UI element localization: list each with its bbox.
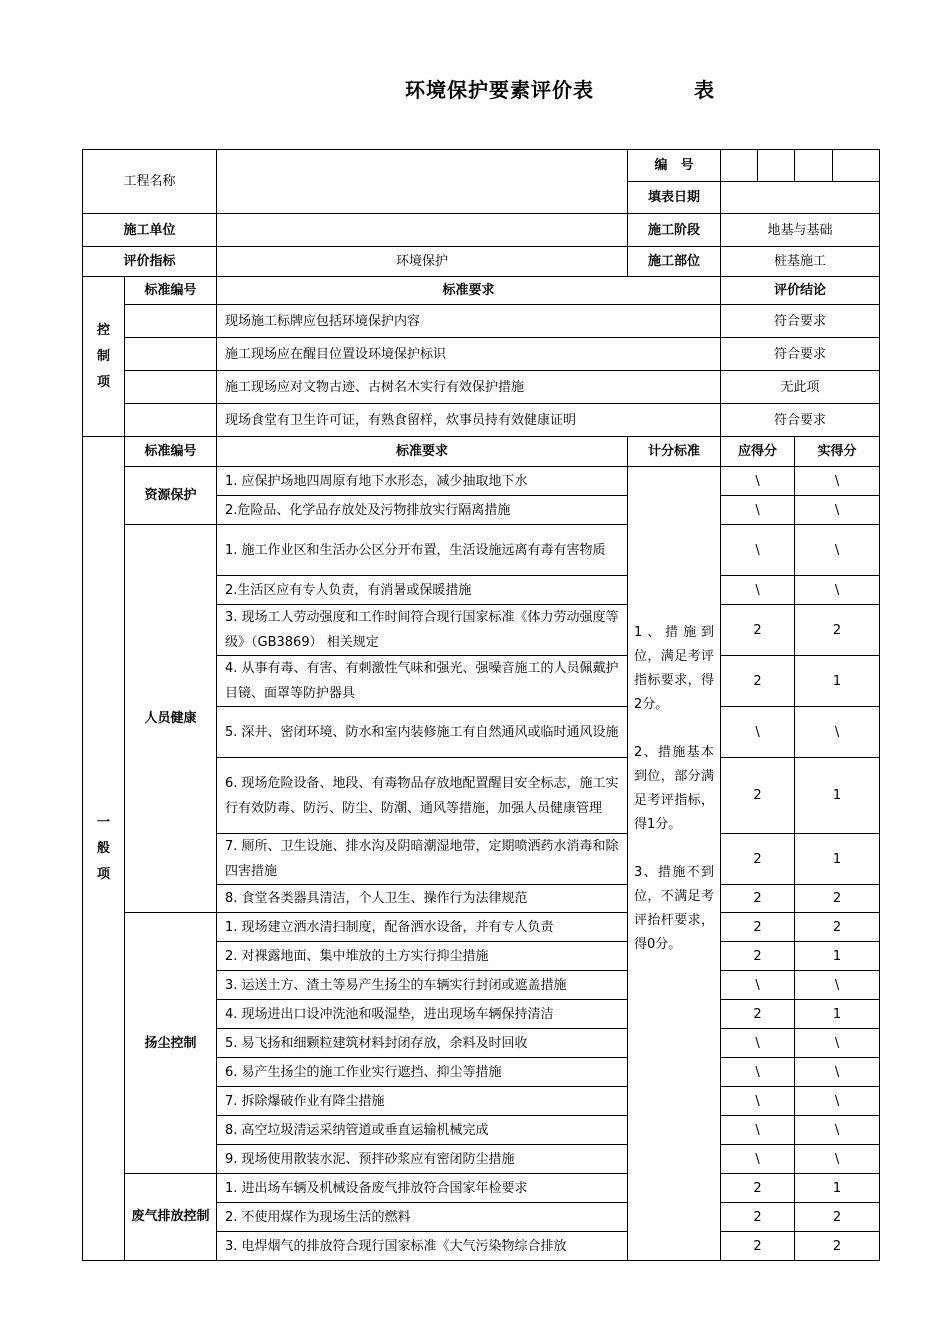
actual-score: \: [795, 576, 880, 605]
group-exhaust-control: 废气排放控制: [125, 1174, 217, 1261]
actual-score: \: [795, 971, 880, 1000]
number-cell-1[interactable]: [721, 150, 758, 182]
general-req: 1. 应保护场地四周原有地下水形态，减少抽取地下水: [217, 467, 628, 496]
scoring-rule-3: 3、措施不到位，不满足考评抬杆要求，得0分。: [634, 865, 715, 952]
scoring-rule-2: 2、措施基本到位，部分满足考评指标，得1分。: [634, 745, 715, 832]
number-cell-3[interactable]: [795, 150, 833, 182]
general-col-due: 应得分: [721, 437, 795, 467]
actual-score: 1: [795, 758, 880, 834]
group-dust-control: 扬尘控制: [125, 913, 217, 1174]
part-value: 桩基施工: [721, 247, 880, 277]
index-value: 环境保护: [217, 247, 628, 277]
due-score: \: [721, 1087, 795, 1116]
fill-date-value[interactable]: [721, 182, 880, 214]
control-col-req: 标准要求: [217, 277, 721, 305]
number-cell-2[interactable]: [758, 150, 795, 182]
due-score: 2: [721, 913, 795, 942]
actual-score: \: [795, 1087, 880, 1116]
general-req: 2.生活区应有专人负责，有消暑或保暖措施: [217, 576, 628, 605]
due-score: 2: [721, 1203, 795, 1232]
control-req: 现场施工标牌应包括环境保护内容: [217, 305, 721, 338]
general-req: 3. 现场工人劳动强度和工作时间符合现行国家标准《体力劳动强度等级》（GB3869） 相关规定: [217, 605, 628, 656]
actual-score: 1: [795, 834, 880, 885]
control-result: 符合要求: [721, 338, 880, 371]
general-req: 4. 现场进出口设冲洗池和吸湿垫，进出现场车辆保持清洁: [217, 1000, 628, 1029]
number-label: 编 号: [628, 150, 721, 182]
control-result: 无此项: [721, 371, 880, 404]
general-col-code: 标准编号: [125, 437, 217, 467]
due-score: 2: [721, 1000, 795, 1029]
actual-score: \: [795, 1116, 880, 1145]
general-req: 6. 易产生扬尘的施工作业实行遮挡、抑尘等措施: [217, 1058, 628, 1087]
general-req: 6. 现场危险设备、地段、有毒物品存放地配置醒目安全标志，施工实行有效防毒、防污、防尘、防潮、通风等措施，加强人员健康管理: [217, 758, 628, 834]
general-req: 7. 厕所、卫生设施、排水沟及阴暗潮湿地带，定期喷洒药水消毒和除四害措施: [217, 834, 628, 885]
stage-value: 地基与基础: [721, 214, 880, 247]
evaluation-table: [82, 149, 880, 1261]
general-req: 9. 现场使用散装水泥、预拌砂浆应有密闭防尘措施: [217, 1145, 628, 1174]
general-req: 8. 食堂各类器具清洁，个人卫生、操作行为法律规范: [217, 885, 628, 913]
due-score: \: [721, 525, 795, 576]
due-score: \: [721, 1116, 795, 1145]
due-score: \: [721, 496, 795, 525]
control-code-cell[interactable]: [125, 338, 217, 371]
general-req: 3. 运送土方、渣土等易产生扬尘的车辆实行封闭或遮盖措施: [217, 971, 628, 1000]
document-title: 环境保护要素评价表: [405, 78, 594, 102]
general-req: 4. 从事有毒、有害、有刺激性气味和强光、强噪音施工的人员佩戴护目镜、面罩等防护器具: [217, 656, 628, 707]
due-score: \: [721, 707, 795, 758]
actual-score: 1: [795, 1000, 880, 1029]
general-req: 5. 易飞扬和细颗粒建筑材料封闭存放，余料及时回收: [217, 1029, 628, 1058]
due-score: 2: [721, 1174, 795, 1203]
due-score: 2: [721, 758, 795, 834]
general-req: 1. 现场建立洒水清扫制度，配备洒水设备，并有专人负责: [217, 913, 628, 942]
project-name-label: 工程名称: [83, 150, 217, 214]
due-score: \: [721, 1058, 795, 1087]
due-score: \: [721, 971, 795, 1000]
index-label: 评价指标: [83, 247, 217, 277]
due-score: \: [721, 1029, 795, 1058]
control-code-cell[interactable]: [125, 305, 217, 338]
due-score: \: [721, 1145, 795, 1174]
control-items-label: 控 制 项: [83, 277, 125, 437]
document-title-bar: [0, 74, 950, 102]
general-col-scoring: 计分标准: [628, 437, 721, 467]
control-req: 施工现场应对文物古迹、古树名木实行有效保护措施: [217, 371, 721, 404]
actual-score: 2: [795, 1203, 880, 1232]
control-code-cell[interactable]: [125, 404, 217, 437]
actual-score: \: [795, 525, 880, 576]
stage-label: 施工阶段: [628, 214, 721, 247]
fill-date-label: 填表日期: [628, 182, 721, 214]
general-req: 7. 拆除爆破作业有降尘措施: [217, 1087, 628, 1116]
general-req: 5. 深井、密闭环境、防水和室内装修施工有自然通风或临时通风设施: [217, 707, 628, 758]
general-col-actual: 实得分: [795, 437, 880, 467]
control-col-code: 标准编号: [125, 277, 217, 305]
general-req: 2. 不使用煤作为现场生活的燃料: [217, 1203, 628, 1232]
due-score: \: [721, 576, 795, 605]
due-score: 2: [721, 605, 795, 656]
control-req: 现场食堂有卫生许可证，有熟食留样，炊事员持有效健康证明: [217, 404, 721, 437]
control-code-cell[interactable]: [125, 371, 217, 404]
due-score: 2: [721, 942, 795, 971]
due-score: 2: [721, 834, 795, 885]
general-req: 2. 对裸露地面、集中堆放的土方实行抑尘措施: [217, 942, 628, 971]
actual-score: \: [795, 1029, 880, 1058]
actual-score: 2: [795, 1232, 880, 1261]
control-req: 施工现场应在醒目位置设环境保护标识: [217, 338, 721, 371]
group-personnel-health: 人员健康: [125, 525, 217, 913]
due-score: 2: [721, 656, 795, 707]
general-req: 8. 高空垃圾清运采纳管道或垂直运输机械完成: [217, 1116, 628, 1145]
actual-score: 2: [795, 913, 880, 942]
part-label: 施工部位: [628, 247, 721, 277]
actual-score: 2: [795, 885, 880, 913]
general-req: 3. 电焊烟气的排放符合现行国家标准《大气污染物综合排放: [217, 1232, 628, 1261]
actual-score: 1: [795, 656, 880, 707]
actual-score: \: [795, 707, 880, 758]
due-score: 2: [721, 885, 795, 913]
number-cell-4[interactable]: [833, 150, 880, 182]
actual-score: \: [795, 496, 880, 525]
due-score: 2: [721, 1232, 795, 1261]
actual-score: \: [795, 1058, 880, 1087]
actual-score: 2: [795, 605, 880, 656]
scoring-rule-1: 1、措施到位，满足考评指标要求，得2分。: [634, 625, 715, 712]
general-items-label: 一 般 项: [83, 437, 125, 1261]
construction-unit-label: 施工单位: [83, 214, 217, 247]
actual-score: \: [795, 1145, 880, 1174]
actual-score: 1: [795, 1174, 880, 1203]
group-resource-protection: 资源保护: [125, 467, 217, 525]
scoring-standard: [628, 467, 721, 1261]
project-name-value[interactable]: [217, 150, 628, 214]
general-req: 1. 施工作业区和生活办公区分开布置，生活设施远离有毒有害物质: [217, 525, 628, 576]
general-col-req: 标准要求: [217, 437, 628, 467]
control-result: 符合要求: [721, 404, 880, 437]
due-score: \: [721, 467, 795, 496]
document-title-suffix: 表: [694, 78, 714, 102]
actual-score: 1: [795, 942, 880, 971]
general-req: 2.危险品、化学品存放处及污物排放实行隔离措施: [217, 496, 628, 525]
actual-score: \: [795, 467, 880, 496]
control-result: 符合要求: [721, 305, 880, 338]
general-req: 1. 进出场车辆及机械设备废气排放符合国家年检要求: [217, 1174, 628, 1203]
control-col-result: 评价结论: [721, 277, 880, 305]
construction-unit-value[interactable]: [217, 214, 628, 247]
